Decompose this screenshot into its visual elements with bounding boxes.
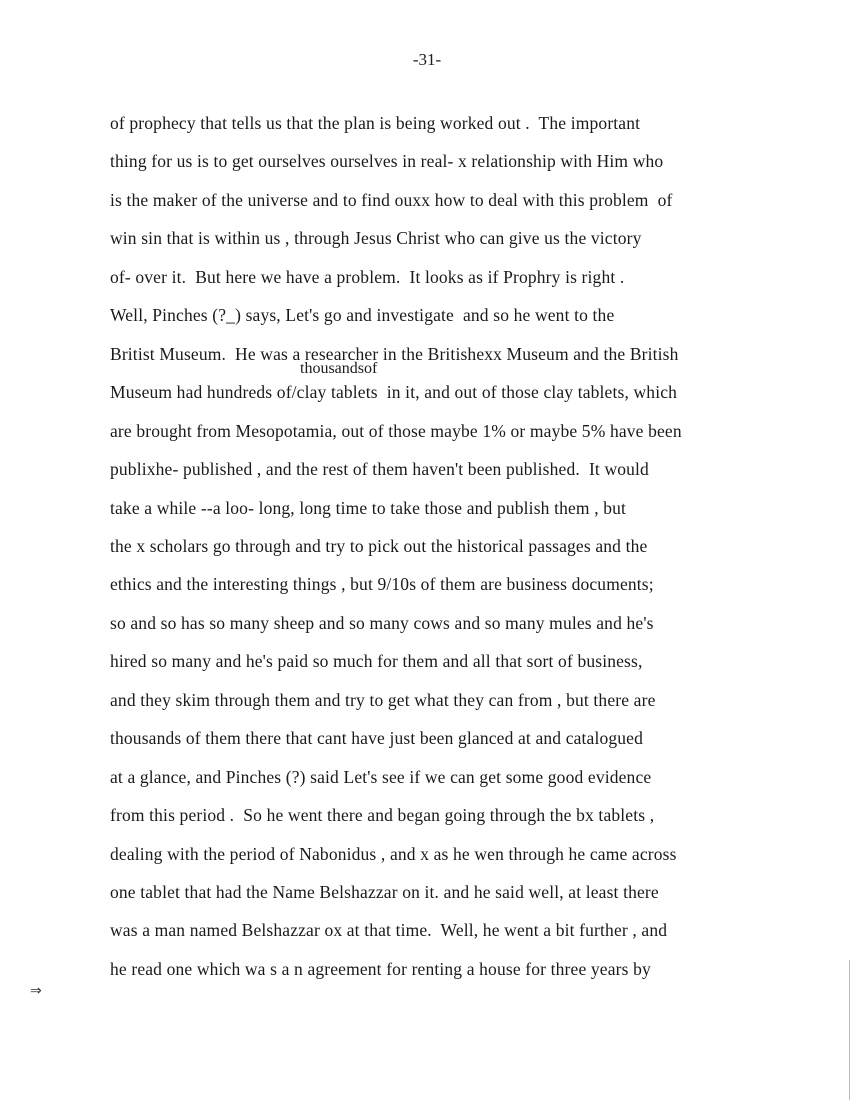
text-line: Britist Museum. He was a researcher in the Britishexx Museum and the British: [110, 343, 679, 364]
text-line: of prophecy that tells us that the plan is being worked out . The important: [110, 113, 641, 133]
text-line: take a while --a loo- long, long time to take those and publish them , but: [110, 497, 627, 518]
text-line: thing for us is to get ourselves ourselves in real- x relationship with Him who: [110, 151, 664, 172]
text-line: Well, Pinches (?_) says, Let's go and investigate and so he went to the: [110, 305, 615, 326]
text-line: dealing with the period of Nabonidus , and x as he wen through he came across: [110, 843, 677, 864]
page-number: -31-: [412, 50, 442, 69]
text-line: ethics and the interesting things , but 9/10s of them are business documents;: [110, 574, 654, 595]
text-line: he read one which wa s a n agreement for renting a house for three years by: [110, 958, 651, 979]
handwritten-insertion: thousandsof: [300, 360, 378, 377]
text-line: Museum had hundreds of/clay tablets in it, and out of those clay tablets, which: [110, 382, 678, 403]
text-line: was a man named Belshazzar ox at that time. Well, he went a bit further , and: [110, 920, 668, 941]
text-line: and they skim through them and try to get what they can from , but there are: [110, 689, 656, 710]
text-line: hired so many and he's paid so much for them and all that sort of business,: [110, 651, 643, 672]
text-line: of- over it. But here we have a problem. It looks as if Prophry is right .: [110, 266, 625, 287]
margin-mark: ⇒: [30, 984, 42, 999]
text-line: are brought from Mesopotamia, out of those maybe 1% or maybe 5% have been: [110, 420, 682, 441]
text-line: from this period . So he went there and began going through the bx tablets ,: [110, 805, 655, 826]
text-line: one tablet that had the Name Belshazzar on it. and he said well, at least there: [110, 882, 659, 902]
text-line: at a glance, and Pinches (?) said Let's see if we can get some good evidence: [110, 766, 652, 787]
text-line: thousands of them there that cant have just been glanced at and catalogued: [110, 728, 643, 749]
text-line: so and so has so many sheep and so many cows and so many mules and he's: [110, 612, 654, 633]
text-line: is the maker of the universe and to find ouxx how to deal with this problem of: [110, 189, 673, 210]
text-line: the x scholars go through and try to pick out the historical passages and the: [110, 535, 648, 556]
page-edge: [849, 960, 850, 1100]
text-line: win sin that is within us , through Jesus Christ who can give us the victory: [110, 228, 642, 249]
text-line: publixhe- published , and the rest of them haven't been published. It would: [110, 459, 649, 480]
